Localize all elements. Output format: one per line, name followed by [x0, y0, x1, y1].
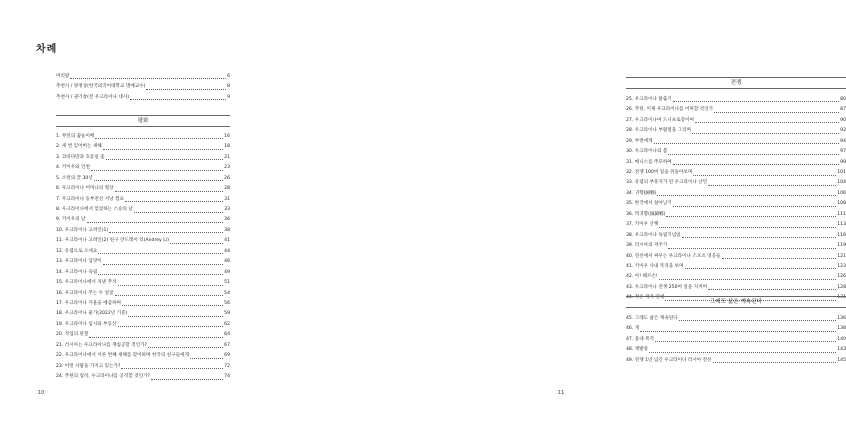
dot-leader	[118, 326, 224, 327]
dot-leader	[668, 154, 839, 155]
toc-entry	[626, 335, 846, 345]
toc-entry-title: 2. 세 번 잊어버는 새해	[56, 144, 102, 150]
dot-leader	[692, 133, 839, 134]
toc-entry	[56, 142, 230, 152]
toc-entry-title: 3. 코바다만과 호롱일 꽃	[56, 154, 105, 160]
toc-entry	[56, 289, 230, 299]
toc-entry-page: 69	[224, 353, 230, 359]
toc-entry	[56, 268, 230, 278]
dot-leader	[668, 248, 836, 249]
toc-entry-page: 49	[224, 269, 230, 275]
toc-entry	[56, 372, 230, 382]
dot-leader	[122, 305, 223, 306]
dot-leader	[115, 295, 224, 296]
front-matter-list	[56, 72, 230, 103]
war-list	[626, 95, 846, 304]
toc-entry-title: 18. 우크라이나 물가(2022년 기준)	[56, 311, 128, 317]
dot-leader	[95, 138, 223, 139]
toc-entry	[56, 205, 230, 215]
toc-entry	[56, 174, 230, 184]
dot-leader	[708, 185, 836, 186]
dot-leader	[673, 164, 839, 165]
toc-entry-page: 121	[837, 253, 846, 259]
toc-entry-page: 123	[837, 263, 846, 269]
dot-leader	[693, 175, 836, 176]
toc-entry	[626, 105, 846, 115]
toc-entry	[56, 351, 230, 361]
dot-leader	[146, 89, 226, 90]
toc-entry-title: 45. 그래도 삶은 계속된다	[626, 315, 678, 321]
toc-entry-title: 23. 어떤 사람을 가지고 있는가?	[56, 363, 121, 369]
dot-leader	[673, 206, 836, 207]
toc-entry-page: 16	[224, 133, 230, 139]
toc-entry-title: 추천사 / 양정상(한국외국어대학교 명예교수)	[56, 84, 146, 90]
toc-entry-page: 140	[837, 336, 846, 342]
section-rule-bottom	[56, 126, 230, 127]
section-header-peace	[56, 115, 230, 129]
section-peace	[56, 115, 230, 383]
toc-entry-page: 9	[227, 94, 230, 100]
section-after-war	[626, 296, 846, 366]
toc-entry	[56, 132, 230, 142]
toc-entry-page: 28	[224, 186, 230, 192]
toc-entry	[56, 299, 230, 309]
page-number-right: 11	[558, 390, 565, 396]
right-page	[300, 0, 846, 438]
peace-list	[56, 132, 230, 383]
toc-entry-page: 59	[224, 311, 230, 317]
toc-entry-page: 6	[227, 73, 230, 79]
toc-entry	[56, 320, 230, 330]
toc-entry-title: 20. 작업의 관찰	[56, 332, 89, 338]
toc-entry-page: 18	[224, 144, 230, 150]
toc-entry-title: 13. 우크라이나 입맛이	[56, 259, 102, 265]
toc-entry	[626, 147, 846, 157]
dot-leader	[121, 368, 223, 369]
toc-entry-title: 9. 키이우의 날	[56, 217, 86, 223]
left-page	[0, 0, 300, 438]
toc-entry-page: 56	[224, 300, 230, 306]
toc-entry	[56, 72, 230, 82]
toc-entry-title: 25. 우크라이나 탈출기	[626, 96, 672, 102]
dot-leader	[109, 232, 223, 233]
toc-entry-title: 머리말	[56, 73, 70, 79]
toc-entry	[56, 226, 230, 236]
toc-entry-page: 64	[224, 332, 230, 338]
toc-entry-page: 54	[224, 290, 230, 296]
toc-entry	[56, 362, 230, 372]
dot-leader	[170, 243, 223, 244]
toc-entry	[56, 184, 230, 194]
toc-entry	[56, 257, 230, 267]
toc-entry	[626, 199, 846, 209]
toc-entry-page: 111	[837, 211, 846, 217]
toc-entry	[626, 179, 846, 189]
toc-entry-title: 33. 유럽의 부흥지가 된 우크라이나 난민	[626, 180, 708, 186]
dot-leader	[148, 347, 223, 348]
dot-leader	[659, 227, 836, 228]
section-header-war	[626, 77, 846, 91]
toc-entry-page: 31	[224, 196, 230, 202]
dot-leader	[657, 195, 836, 196]
section-war	[626, 77, 846, 304]
toc-entry	[56, 216, 230, 226]
dot-leader	[128, 316, 223, 317]
section-rule-bottom	[626, 88, 846, 89]
dot-leader	[649, 352, 836, 353]
toc-entry	[626, 345, 846, 355]
toc-entry-page: 87	[840, 107, 846, 113]
toc-entry-page: 128	[837, 284, 846, 290]
toc-entry-page: 90	[840, 117, 846, 123]
toc-entry-page: 41	[224, 238, 230, 244]
toc-entry	[56, 163, 230, 173]
toc-entry	[626, 314, 846, 324]
toc-entry-page: 8	[227, 84, 230, 90]
toc-entry	[626, 220, 846, 230]
toc-entry-title: 7. 우크라이나 동부전선 서낭 캠프	[56, 196, 124, 202]
toc-entry-page: 38	[224, 227, 230, 233]
section-header-after-war	[626, 296, 846, 310]
toc-entry-page: 116	[837, 232, 846, 238]
toc-entry	[56, 341, 230, 351]
dot-leader	[98, 274, 223, 275]
toc-entry-title: 6. 우크라이나 어머니의 형상	[56, 186, 114, 192]
toc-entry	[56, 330, 230, 340]
dot-leader	[87, 222, 224, 223]
toc-entry-page: 46	[224, 259, 230, 265]
toc-entry-page: 104	[837, 180, 846, 186]
toc-entry-page: 126	[837, 274, 846, 280]
toc-entry-page: 74	[224, 374, 230, 380]
dot-leader	[103, 264, 223, 265]
toc-entry	[56, 309, 230, 319]
dot-leader	[190, 358, 223, 359]
toc-entry-title: 49. 전쟁 1년 넘긴 우크라이나 러시아 전선	[626, 357, 712, 363]
after-war-list	[626, 314, 846, 366]
toc-entry-page: 33	[224, 207, 230, 213]
dot-leader	[134, 212, 223, 213]
toc-entry-title: 16. 우크라이나 푸는 두 얼굴	[56, 290, 114, 296]
toc-entry	[626, 324, 846, 334]
dot-leader	[655, 341, 836, 342]
toc-entry-title: 43. 우크라이나 전쟁 250여 일을 지켜며	[626, 284, 708, 290]
dot-leader	[98, 253, 223, 254]
toc-entry	[626, 168, 846, 178]
dot-leader	[679, 320, 837, 321]
toc-entry-title: 17. 우크라이나 겨울을 예감하며	[56, 300, 121, 306]
toc-entry	[56, 236, 230, 246]
toc-entry-title: 35. 한국에서 살아남기	[626, 201, 672, 207]
toc-entry-title: 37. 키이우 산책	[626, 222, 659, 228]
toc-entry-title: 26. 푸틴, 이제 우크라이나를 어찌할 것인가	[626, 107, 714, 113]
toc-entry	[56, 247, 230, 257]
dot-leader	[714, 112, 839, 113]
dot-leader	[659, 279, 837, 280]
toc-entry-title: 24. 푸틴의 집착, 우크라이나를 공격할 것인가?	[56, 374, 150, 380]
toc-entry-page: 36	[224, 217, 230, 223]
toc-entry-title: 27. 우크라이나여 드니프로강이여	[626, 117, 694, 123]
toc-entry	[626, 283, 846, 293]
toc-entry-page: 92	[840, 128, 846, 134]
toc-entry-page: 131	[837, 295, 846, 301]
dot-leader	[673, 101, 839, 102]
toc-entry-title: 47. 올네 폭격	[626, 336, 654, 342]
toc-entry-title: 46. 개	[626, 326, 640, 332]
dot-leader	[106, 159, 223, 160]
toc-entry-title: 5. 소련의 끝 30년	[56, 175, 93, 181]
toc-entry-title: 8. 우크라이나에서 잊었하는 스승의 날	[56, 207, 133, 213]
dot-leader	[685, 268, 837, 269]
toc-entry-page: 113	[837, 222, 846, 228]
toc-entry-page: 51	[224, 280, 230, 286]
toc-entry	[626, 95, 846, 105]
toc-entry-page: 21	[224, 154, 230, 160]
toc-entry	[56, 195, 230, 205]
toc-entry-title: 12. 유럽으로 오세요	[56, 248, 98, 254]
toc-entry	[626, 272, 846, 282]
toc-entry	[626, 137, 846, 147]
dot-leader	[640, 331, 836, 332]
toc-entry-title: 30. 우크라이나의 봄	[626, 149, 668, 155]
toc-entry-title: 44. 작은 국가 연대	[626, 295, 665, 301]
toc-entry-title: 41. 키이우 사내 폭격을 보며	[626, 263, 684, 269]
dot-leader	[722, 258, 837, 259]
dot-leader	[151, 379, 223, 380]
toc-entry-page: 23	[224, 165, 230, 171]
section-label: 전쟁	[730, 80, 742, 86]
toc-entry-page: 145	[837, 357, 846, 363]
dot-leader	[118, 285, 224, 286]
toc-entry-title: 추천사 / 권기창(전 우크라이나 대사)	[56, 94, 130, 100]
toc-title: 차례	[36, 44, 58, 55]
toc-entry-title: 36. 먹귀향(滅歸鄕)	[626, 211, 666, 217]
toc-entry	[626, 210, 846, 220]
toc-entry-page: 106	[837, 190, 846, 196]
toc-entry-title: 40. 전선에서 싸우는 우크라이나 스포츠 영웅들	[626, 253, 721, 259]
toc-entry-page: 80	[840, 96, 846, 102]
toc-entry-title: 19. 우크라이나 임시와 부동산	[56, 321, 117, 327]
toc-entry-title: 15. 우크라이나에서 지낸 추석	[56, 280, 117, 286]
toc-entry	[626, 262, 846, 272]
toc-entry-page: 99	[840, 159, 846, 165]
dot-leader	[89, 337, 223, 338]
page-number-left: 10	[38, 390, 45, 396]
toc-entry-title: 42. 아! 헤르손!	[626, 274, 658, 280]
dot-leader	[713, 362, 837, 363]
toc-entry-title: 34. 귀향(歸鄕)	[626, 190, 657, 196]
section-label: 평화	[137, 118, 149, 124]
toc-entry-page: 101	[837, 170, 846, 176]
toc-entry	[626, 241, 846, 251]
dot-leader	[130, 99, 226, 100]
toc-entry	[626, 252, 846, 262]
toc-entry-page: 136	[837, 315, 846, 321]
dot-leader	[103, 149, 223, 150]
dot-leader	[115, 191, 224, 192]
toc-entry-title: 1. 무민의 꿈놀이배	[56, 133, 95, 139]
toc-entry-page: 94	[840, 138, 846, 144]
dot-leader	[94, 180, 223, 181]
toc-entry-title: 28. 우크라이나 부활절을 그리며	[626, 128, 691, 134]
toc-entry-title: 31. 메니스를 추모하며	[626, 159, 672, 165]
dot-leader	[695, 122, 839, 123]
dot-leader	[70, 78, 226, 79]
toc-entry-title: 38. 우크라이나 독립기념일	[626, 232, 681, 238]
toc-entry-title: 11. 우크라이나 고려인(2) 친구 안드레이 리(Andrey Li)	[56, 238, 169, 244]
toc-entry-page: 44	[224, 248, 230, 254]
section-rule-bottom	[626, 307, 846, 308]
dot-leader	[91, 170, 223, 171]
dot-leader	[682, 237, 837, 238]
toc-entry-title: 22. 우크라이나에서 서른 번째 새해를 맞이하며 한국의 친구들에게	[56, 353, 189, 359]
toc-entry-title: 29. 부번에게	[626, 138, 653, 144]
toc-entry-page: 62	[224, 321, 230, 327]
toc-entry-page: 143	[837, 347, 846, 353]
toc-entry	[56, 153, 230, 163]
toc-entry-title: 21. 러시아는 우크라이나를 재침공할 것인가?	[56, 342, 148, 348]
toc-entry-page: 97	[840, 149, 846, 155]
toc-entry-title: 4. 키이우와 인천	[56, 165, 90, 171]
toc-entry-title: 48. 재발중	[626, 347, 649, 353]
toc-entry-page: 108	[837, 201, 846, 207]
toc-entry	[56, 278, 230, 288]
toc-entry-page: 138	[837, 326, 846, 332]
toc-entry	[626, 116, 846, 126]
toc-entry	[626, 356, 846, 366]
toc-entry-page: 119	[837, 243, 846, 249]
dot-leader	[125, 201, 223, 202]
dot-leader	[654, 143, 840, 144]
section-label: 그래도 삶은 계속된다	[709, 299, 763, 305]
toc-entry-title: 39. 러시아의 저주기	[626, 243, 668, 249]
toc-entry	[56, 93, 230, 103]
toc-entry	[626, 231, 846, 241]
toc-entry	[626, 126, 846, 136]
toc-entry-page: 26	[224, 175, 230, 181]
toc-entry	[626, 189, 846, 199]
toc-entry-page: 67	[224, 342, 230, 348]
toc-entry	[56, 82, 230, 92]
dot-leader	[708, 289, 836, 290]
toc-entry	[626, 158, 846, 168]
toc-entry-page: 72	[224, 363, 230, 369]
toc-entry-title: 32. 전쟁 100여 일을 뒤돌아보며	[626, 170, 693, 176]
toc-entry-title: 14. 우크라이나 독립	[56, 269, 98, 275]
toc-entry-title: 10. 우크라이나 고려인(1)	[56, 227, 109, 233]
dot-leader	[666, 216, 836, 217]
